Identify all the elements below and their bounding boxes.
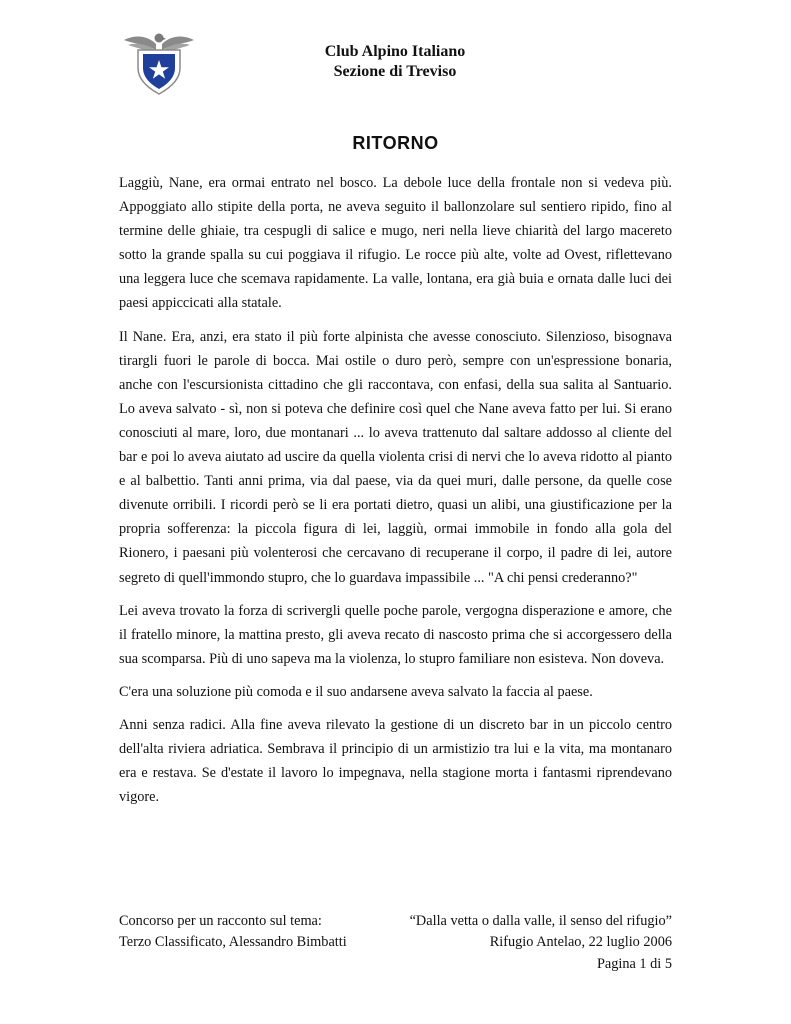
- paragraph: Il Nane. Era, anzi, era stato il più forte alpinista che avesse conosciuto. Silenzioso, bisognava tirargli fuori le parole di bocca. Mai ostile o duro però, sempre con un'espressione bonaria, anche con l'escursionista cittadino che gli raccontava, con enfasi, della sua salita al Santuario. Lo aveva salvato - sì, non si poteva che definire così quel che Nane aveva fatto per lui. Si erano conosciuti al mare, loro, due montanari ... lo aveva trattenuto dal saltare addosso al cliente del bar e poi lo aveva aiutato ad uscire da quella violenta crisi di nervi che lo aveva ridotto al pianto e al balbettio. Tanti anni prima, via dal paese, via da quei muri, dalle persone, da quelle cose divenute orribili. I ricordi però se li era portati dietro, quasi un alibi, una giustificazione per la propria sofferenza: la piccola figura di lei, laggiù, ormai immobile in fondo alla gola del Rionero, i paesani più volenterosi che cercavano di recuperane il corpo, il padre di lei, autore segreto di quell'immondo stupro, che lo guardava impassibile ... "A chi pensi crederanno?": [119, 328, 672, 586]
- cai-logo: [122, 28, 196, 96]
- page-number: Pagina 1 di 5: [596, 955, 672, 972]
- paragraph: Laggiù, Nane, era ormai entrato nel bosco. La debole luce della frontale non si vedeva più. Appoggiato allo stipite della porta, ne aveva seguito il ballonzolare sul sentiero ripido, fino al termine delle ghiaie, tra cespugli di salice e mugo, neri nella lieve chiarità del largo macereto sotto la grande spalla su cui poggiava il rifugio. Le rocce più alte, volte ad Ovest, riflettevano una leggera luce che scemava rapidamente. La valle, lontana, era già buia e ornata dalle luci dei paesi appiccicati alla statale.: [119, 175, 672, 312]
- footer-contest-label: Concorso per un racconto sul tema:: [119, 913, 322, 929]
- footer-contest-theme: “Dalla vetta o dalla valle, il senso del rifugio”: [409, 913, 672, 929]
- paragraph: C'era una soluzione più comoda e il suo andarsene aveva salvato la faccia al paese.: [119, 683, 593, 700]
- page-footer: [119, 911, 672, 975]
- cai-eagle-shield-icon: [122, 28, 196, 96]
- footer-place-date: Rifugio Antelao, 22 luglio 2006: [489, 934, 672, 951]
- paragraph: Lei aveva trovato la forza di scrivergli quelle poche parole, vergogna disperazione e amore, che il fratello minore, la mattina presto, gli aveva recato di nascosto prima che si accorgessero della sua scomparsa. Più di uno sapeva ma la violenza, lo stupro familiare non esisteva. Non doveva.: [119, 602, 672, 667]
- org-name: Club Alpino Italiano: [324, 43, 466, 60]
- organization-header: [300, 42, 490, 82]
- footer-author: Terzo Classificato, Alessandro Bimbatti: [119, 934, 347, 951]
- org-section: Sezione di Treviso: [333, 63, 457, 80]
- footer-row: [119, 911, 672, 932]
- story-body: [119, 171, 672, 818]
- story-title: RITORNO: [352, 133, 439, 153]
- paragraph: Anni senza radici. Alla fine aveva rilevato la gestione di un discreto bar in un piccolo centro dell'alta riviera adriatica. Sembrava il principio di un armistizio tra lui e la vita, ma montanaro era e restava. Se d'estate il lavoro lo impegnava, nella stagione morta i fantasmi riprendevano vigore.: [119, 716, 672, 806]
- footer-row: [119, 932, 672, 953]
